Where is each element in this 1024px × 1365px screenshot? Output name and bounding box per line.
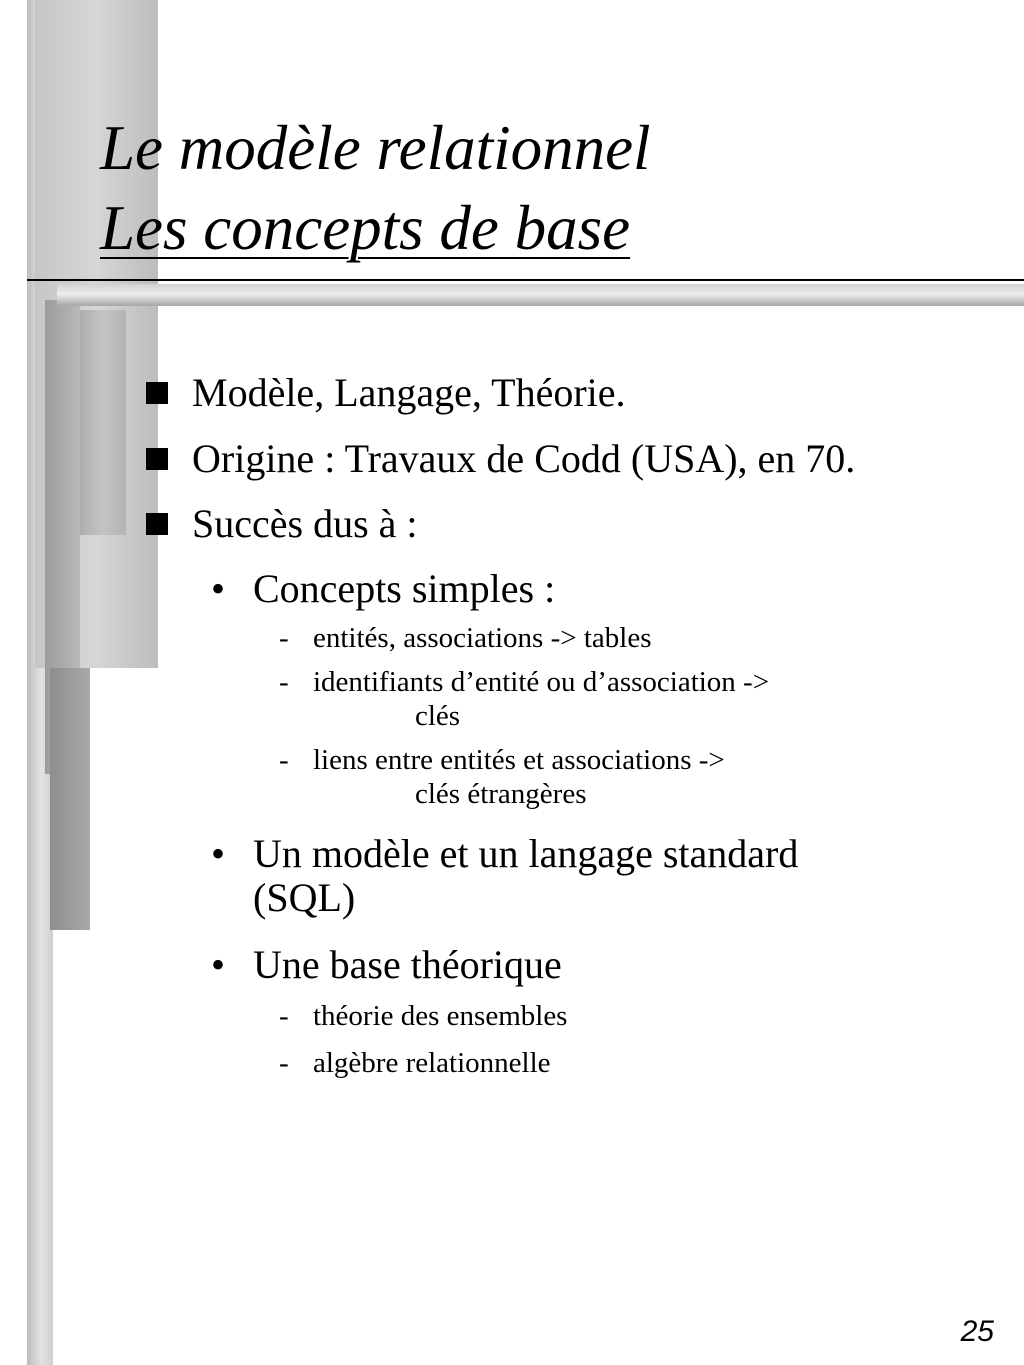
sub-sub-list-item-text: identifiants d’entité ou d’association -> [313,666,770,698]
sub-sub-list-item [279,665,770,733]
dash-icon: - [279,622,289,654]
sub-sub-list-item [279,1046,551,1080]
list-item [192,500,418,548]
sub-list-item-text: Un modèle et un langage standard [253,831,799,876]
list-item [192,435,855,483]
square-bullet-icon [146,513,168,535]
page-number: 25 [960,1315,994,1348]
sub-list-item-text: Une base théorique [253,942,562,987]
slide-title-line2: Les concepts de base [100,193,631,263]
sub-list-item-continuation: (SQL) [253,875,356,920]
sub-sub-list-item-text: algèbre relationnelle [313,1047,551,1079]
slide-title-line1: Le modèle relationnel [100,113,651,183]
bullet-icon: • [211,566,226,611]
square-bullet-icon [146,382,168,404]
sub-list-item [211,831,799,920]
dash-icon: - [279,666,289,698]
sub-sub-list-item-text: théorie des ensembles [313,1000,568,1032]
sub-sub-list-item [279,999,568,1033]
list-item [192,369,626,417]
sub-sub-list-item-continuation: clés étrangères [415,778,587,810]
decorative-bar [50,668,90,930]
title-divider-line [27,279,1024,281]
sub-sub-list-item [279,743,725,811]
dash-icon: - [279,1000,289,1032]
slide-title [100,108,651,268]
sub-sub-list-item-text: liens entre entités et associations -> [313,744,725,776]
list-item-text: Origine : Travaux de Codd (USA), en 70. [192,436,856,481]
sub-list-item [211,566,556,611]
sub-list-item-text: Concepts simples : [253,566,556,611]
list-item-text: Succès dus à : [192,501,418,546]
sub-sub-list-item [279,621,652,655]
title-divider-bar [57,284,1024,306]
sub-sub-list-item-text: entités, associations -> tables [313,622,652,654]
bullet-icon: • [211,942,226,987]
bullet-icon: • [211,831,226,876]
square-bullet-icon [146,448,168,470]
sub-list-item [211,942,562,987]
dash-icon: - [279,1047,289,1079]
dash-icon: - [279,744,289,776]
sub-sub-list-item-continuation: clés [415,700,461,732]
list-item-text: Modèle, Langage, Théorie. [192,370,626,415]
